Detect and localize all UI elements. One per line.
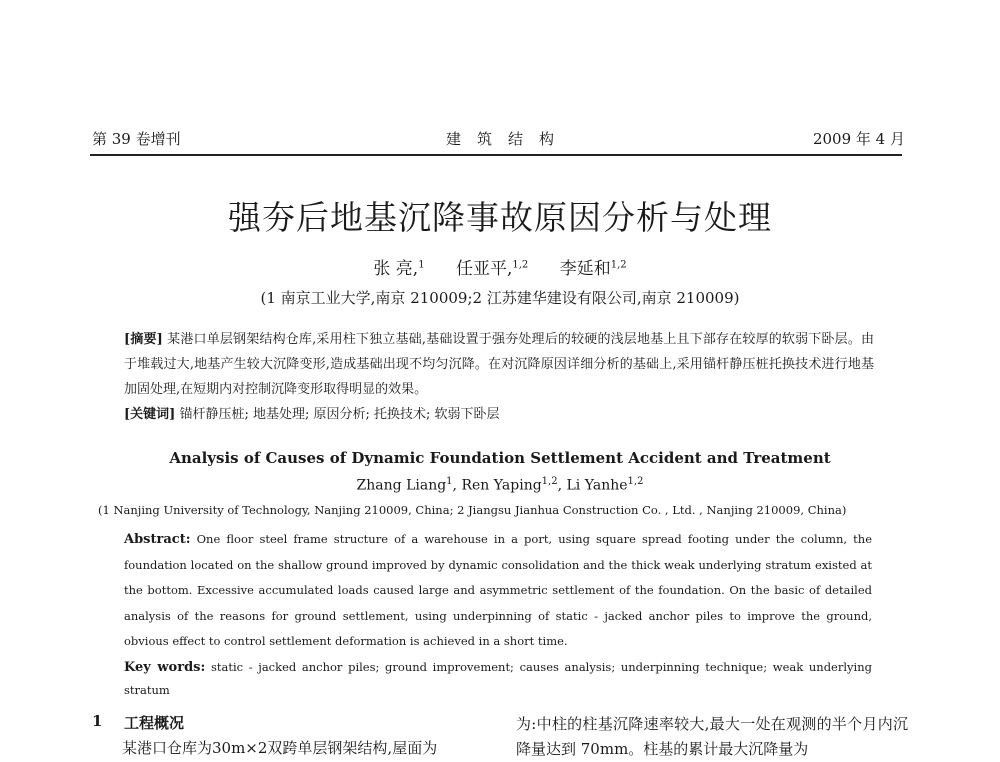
section-number: 1 — [92, 712, 103, 730]
author-name: Li Yanhe — [566, 477, 628, 494]
keywords-label-en: Key words: — [124, 660, 206, 675]
author-name: Ren Yaping — [461, 477, 542, 494]
abstract-label-en: Abstract: — [124, 532, 191, 547]
abstract-text-en: One floor steel frame structure of a warehouse in a port, using square spread footing under the column, the foundation located on the shallow ground improved by dynamic consolidation and the thick weak underlying stratum existed at the bottom. Excessive accumulated loads caused large and asymmetric settlement of the foundation. On the basic of detailed analysis of the reasons for ground settlement, using underpinning of static - jacked anchor piles to improve the ground, obvious effect to control settlement deformation is achieved in a short time. — [124, 532, 872, 648]
abstract-cn — [124, 327, 874, 402]
author-affil-marker: 1,2 — [627, 476, 644, 487]
paper-title-en: Analysis of Causes of Dynamic Foundation Settlement Accident and Treatment — [169, 449, 831, 467]
author-separator: , — [557, 477, 567, 494]
header-rule — [90, 154, 902, 156]
affiliation-cn: (1 南京工业大学,南京 210009;2 江苏建华建设有限公司,南京 210009) — [260, 289, 740, 307]
author-name: 张 亮, — [373, 259, 419, 279]
abstract-text-cn: 某港口单层钢架结构仓库,采用柱下独立基础,基础设置于强夯处理后的较硬的浅层地基上且下部存在较厚的软弱下卧层。由于堆载过大,地基产生较大沉降变形,造成基础出现不均匀沉降。在对沉降原因详细分析的基础上,采用锚杆静压桩托换技术进行地基加固处理,在短期内对控制沉降变形取得明显的效果。 — [124, 332, 874, 397]
author-separator: , — [452, 477, 462, 494]
author-name: 李延和 — [559, 259, 611, 279]
author-name: Zhang Liang — [356, 477, 447, 494]
author-affil-marker: 1 — [446, 476, 453, 487]
authors-cn — [0, 254, 1000, 279]
body-text-left-column: 某港口仓库为30m×2双跨单层钢架结构,屋面为 — [122, 739, 438, 757]
affiliation-en: (1 Nanjing University of Technology, Nanjing 210009, China; 2 Jiangsu Jianhua Construction Co. , Ltd. , Nanjing 210009, China) — [98, 503, 847, 517]
keywords-en — [124, 656, 872, 702]
body-text-right-column: 为:中柱的柱基沉降速率较大,最大一处在观测的半个月内沉降量达到 70mm。柱基的累计最大沉降量为 — [516, 715, 908, 758]
author-affil-marker: 1 — [418, 259, 425, 271]
issue-date: 2009 年 4 月 — [812, 130, 905, 148]
abstract-label-cn: [摘要] — [124, 332, 163, 347]
keywords-text-en: static - jacked anchor piles; ground improvement; causes analysis; underpinning technique; weak underlying stratum — [124, 660, 872, 697]
abstract-en — [124, 527, 872, 655]
keywords-label-cn: [关键词] — [124, 407, 176, 422]
keywords-cn — [124, 402, 874, 427]
journal-volume: 第 39 卷增刊 — [92, 130, 181, 148]
journal-name: 建筑结构 — [445, 130, 570, 148]
keywords-text-cn: 锚杆静压桩; 地基处理; 原因分析; 托换技术; 软弱下卧层 — [179, 407, 500, 422]
author-affil-marker: 1,2 — [610, 259, 627, 271]
author-affil-marker: 1,2 — [512, 259, 529, 271]
authors-en — [0, 476, 1000, 494]
paper-title-cn: 强夯后地基沉降事故原因分析与处理 — [228, 198, 772, 237]
section-heading: 工程概况 — [124, 714, 185, 732]
author-name: 任亚平, — [455, 259, 513, 279]
author-affil-marker: 1,2 — [541, 476, 558, 487]
